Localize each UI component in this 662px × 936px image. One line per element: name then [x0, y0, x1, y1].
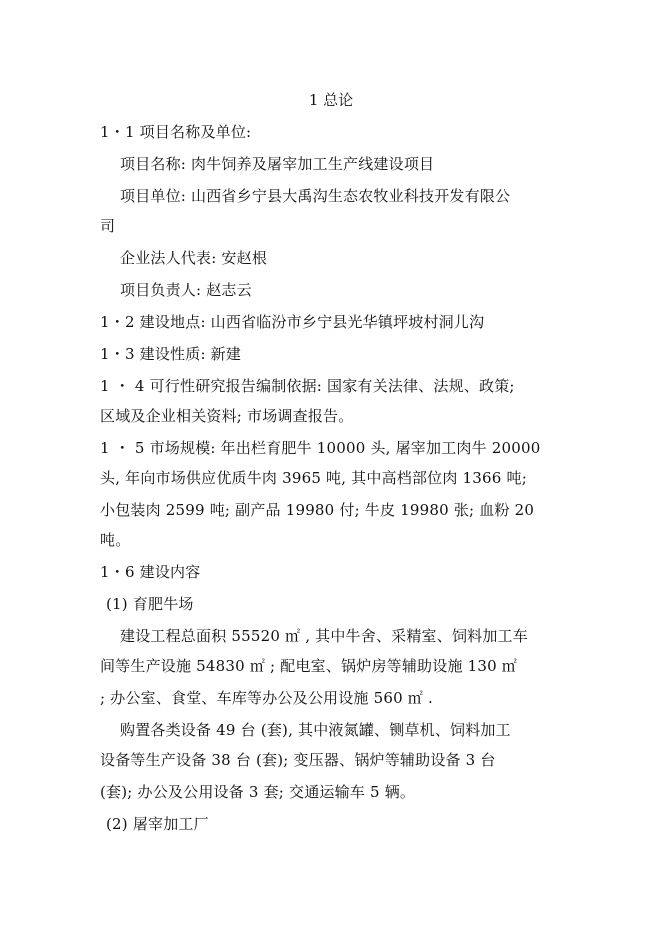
item-1-paragraph-1-line-3: ; 办公室、食堂、车库等办公及公用设施 560 ㎡ . — [100, 689, 433, 707]
subsection-1-4-continuation: 区域及企业相关资料; 市场调查报告。 — [100, 407, 354, 425]
item-1-paragraph-1-line-2: 间等生产设施 54830 ㎡ ; 配电室、锅炉房等辅助设施 130 ㎡ — [100, 657, 518, 675]
item-1-heading: (1) 育肥牛场 — [106, 595, 194, 613]
project-unit-line: 项目单位: 山西省乡宁县大禹沟生态农牧业科技开发有限公 — [120, 187, 511, 205]
project-leader-line: 项目负责人: 赵志云 — [120, 281, 252, 299]
item-1-paragraph-1-line-1: 建设工程总面积 55520 ㎡ , 其中牛舍、采精室、饲料加工车 — [120, 627, 528, 645]
item-2-heading: (2) 屠宰加工厂 — [106, 815, 209, 833]
subsection-1-5: 1 ・ 5 市场规模: 年出栏育肥牛 10000 头, 屠宰加工肉牛 20000 — [100, 439, 541, 457]
subsection-1-6: 1・6 建设内容 — [100, 563, 201, 581]
item-1-paragraph-2-line-1: 购置各类设备 49 台 (套), 其中液氮罐、铡草机、饲料加工 — [120, 721, 511, 739]
project-name-line: 项目名称: 肉牛饲养及屠宰加工生产线建设项目 — [120, 155, 435, 173]
subsection-1-4: 1 ・ 4 可行性研究报告编制依据: 国家有关法律、法规、政策; — [100, 377, 515, 395]
legal-representative-line: 企业法人代表: 安赵根 — [120, 249, 268, 267]
item-1-paragraph-2-line-2: 设备等生产设备 38 台 (套); 变压器、锅炉等辅助设备 3 台 — [100, 751, 496, 769]
subsection-1-3: 1・3 建设性质: 新建 — [100, 345, 242, 363]
section-heading: 1 总论 — [308, 91, 354, 109]
subsection-1-1: 1・1 项目名称及单位: — [100, 123, 252, 141]
item-1-paragraph-2-line-3: (套); 办公及公用设备 3 套; 交通运输车 5 辆。 — [100, 783, 416, 801]
subsection-1-5-line-4: 吨。 — [100, 531, 131, 549]
subsection-1-5-line-3: 小包装肉 2599 吨; 副产品 19980 付; 牛皮 19980 张; 血粉 20 — [100, 501, 535, 519]
subsection-1-5-line-2: 头, 年向市场供应优质牛肉 3965 吨, 其中高档部位肉 1366 吨; — [100, 469, 527, 487]
subsection-1-2: 1・2 建设地点: 山西省临汾市乡宁县光华镇坪坡村洞儿沟 — [100, 313, 485, 331]
project-unit-continuation: 司 — [100, 217, 116, 235]
